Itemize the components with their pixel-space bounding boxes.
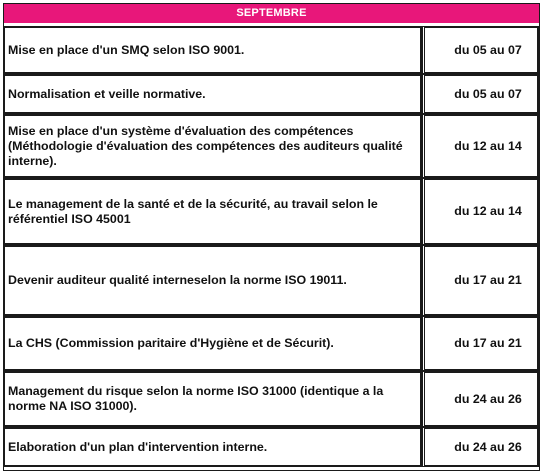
month-header: SEPTEMBRE [4, 4, 539, 23]
training-title: Management du risque selon la norme ISO 31000 (identique a la norme NA ISO 31000). [4, 371, 422, 427]
training-dates: du 12 au 14 [422, 178, 539, 245]
training-dates: du 05 au 07 [422, 26, 539, 74]
table-row [4, 114, 539, 178]
training-title: La CHS (Commission paritaire d'Hygiène et de Sécurit). [4, 316, 422, 371]
table-row [4, 427, 539, 467]
training-title: Devenir auditeur qualité interneselon la norme ISO 19011. [4, 245, 422, 316]
training-title: Le management de la santé et de la sécurité, au travail selon le référentiel ISO 45001 [4, 178, 422, 245]
training-title: Mise en place d'un SMQ selon ISO 9001. [4, 26, 422, 74]
training-dates: du 17 au 21 [422, 316, 539, 371]
training-title: Elaboration d'un plan d'intervention interne. [4, 427, 422, 467]
training-dates: du 24 au 26 [422, 371, 539, 427]
training-dates: du 12 au 14 [422, 114, 539, 178]
table-row [4, 371, 539, 427]
training-schedule-table [4, 26, 539, 467]
training-dates: du 24 au 26 [422, 427, 539, 467]
training-dates: du 17 au 21 [422, 245, 539, 316]
table-row [4, 26, 539, 74]
table-row [4, 245, 539, 316]
table-row [4, 316, 539, 371]
table-row [4, 178, 539, 245]
schedule-sheet [3, 3, 540, 471]
table-row [4, 74, 539, 114]
training-title: Normalisation et veille normative. [4, 74, 422, 114]
training-title: Mise en place d'un système d'évaluation des compétences (Méthodologie d'évaluation des compétences des auditeurs qualité interne). [4, 114, 422, 178]
training-dates: du 05 au 07 [422, 74, 539, 114]
